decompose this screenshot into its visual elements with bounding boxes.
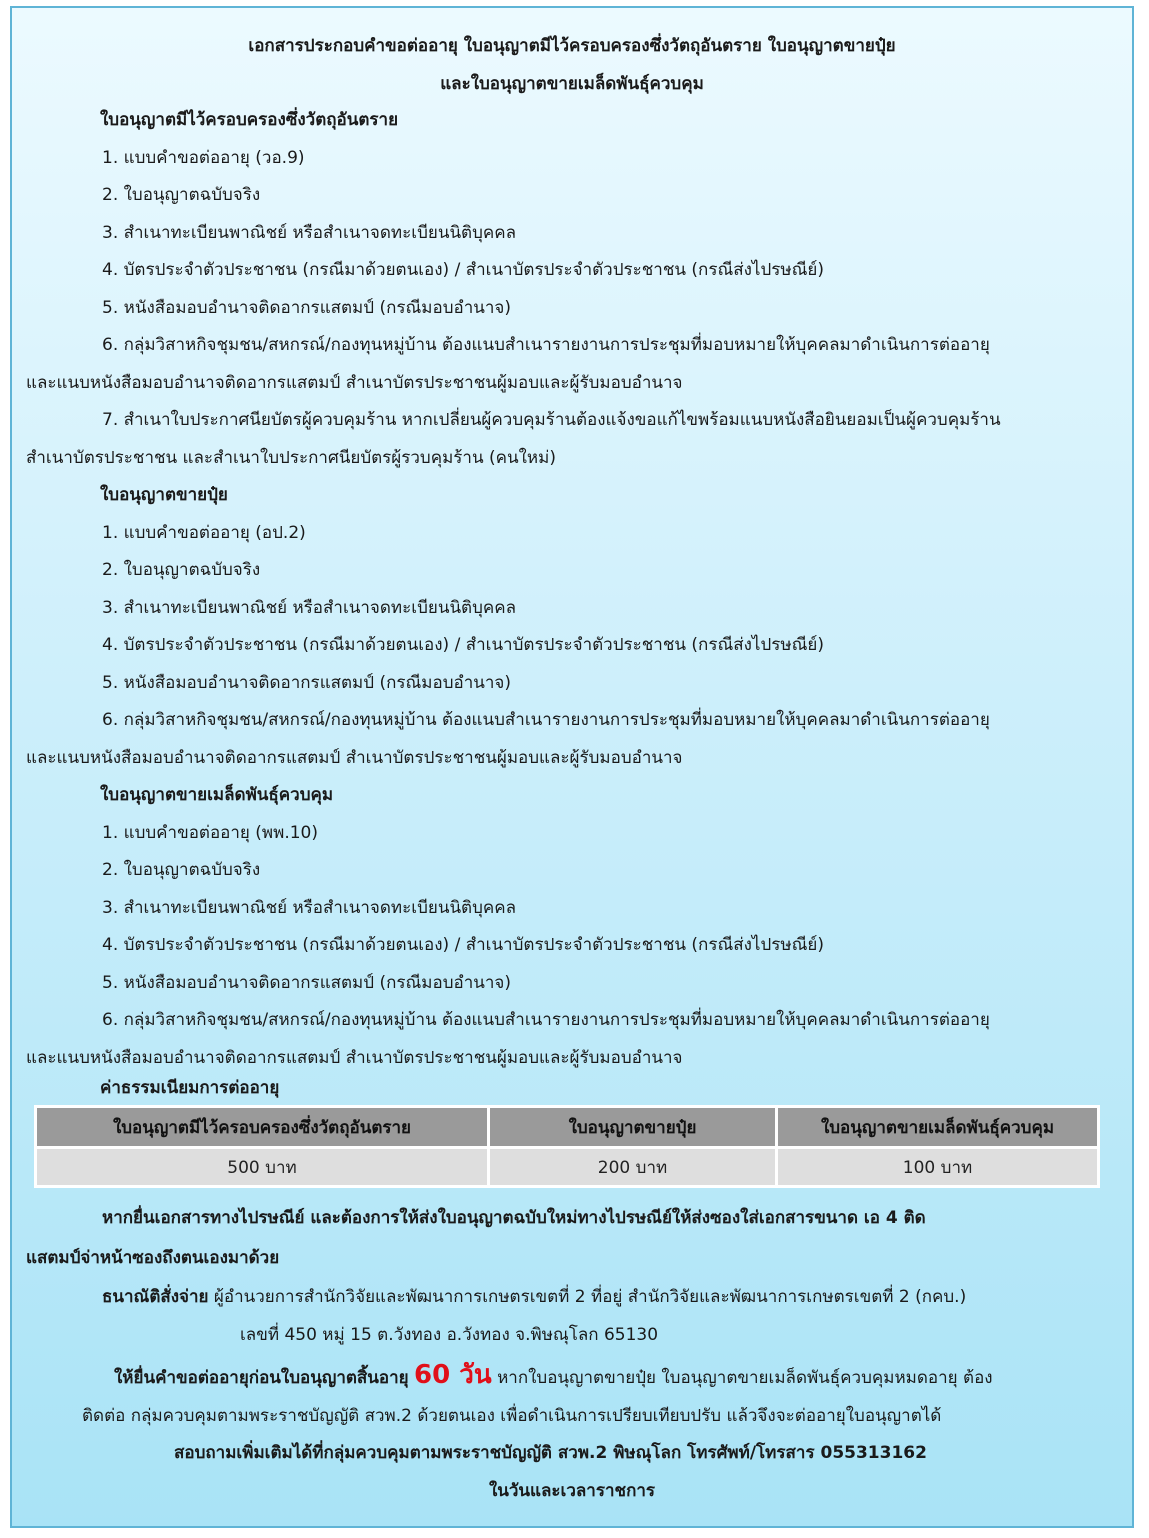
contact-line2: ในวันและเวลาราชการ xyxy=(488,1481,656,1501)
document-title-line1: เอกสารประกอบคำขอต่ออายุ ใบอนุญาตมีไว้ครอบครองซึ่งวัตถุอันตราย ใบอนุญาตขายปุ๋ย xyxy=(248,36,896,56)
fees-heading: ค่าธรรมเนียมการต่ออายุ xyxy=(100,1078,280,1098)
list-item: 2. ใบอนุญาตฉบับจริง xyxy=(102,560,261,580)
list-item: 3. สำเนาทะเบียนพาณิชย์ หรือสำเนาจดทะเบียนนิติบุคคล xyxy=(102,898,517,918)
section-heading-hazardous: ใบอนุญาตมีไว้ครอบครองซึ่งวัตถุอันตราย xyxy=(100,110,399,130)
postal-instruction-line1: หากยื่นเอกสารทางไปรษณีย์ และต้องการให้ส่งใบอนุญาตฉบับใหม่ทางไปรษณีย์ให้ส่งซองใส่เอกสารขนาด เอ 4 ติด xyxy=(102,1208,926,1228)
list-item-continuation: และแนบหนังสือมอบอำนาจติดอากรแสตมป์ สำเนาบัตรประชาชนผู้มอบและผู้รับมอบอำนาจ xyxy=(26,373,683,393)
money-order-address: เลขที่ 450 หมู่ 15 ต.วังทอง อ.วังทอง จ.พิษณุโลก 65130 xyxy=(240,1325,659,1345)
money-order-line xyxy=(102,1285,966,1309)
list-item-continuation: และแนบหนังสือมอบอำนาจติดอากรแสตมป์ สำเนาบัตรประชาชนผู้มอบและผู้รับมอบอำนาจ xyxy=(26,748,683,768)
fees-table xyxy=(34,1105,1100,1188)
fees-table-value-row xyxy=(36,1148,1099,1187)
list-item-continuation: และแนบหนังสือมอบอำนาจติดอากรแสตมป์ สำเนาบัตรประชาชนผู้มอบและผู้รับมอบอำนาจ xyxy=(26,1048,683,1068)
deadline-line2: ติดต่อ กลุ่มควบคุมตามพระราชบัญญัติ สวพ.2 ด้วยตนเอง เพื่อดำเนินการเปรียบเทียบปรับ แล้วจึงจะต่ออายุใบอนุญาตได้ xyxy=(82,1406,942,1426)
list-item: 6. กลุ่มวิสาหกิจชุมชน/สหกรณ์/กองทุนหมู่บ้าน ต้องแนบสำเนารายงานการประชุมที่มอบหมายให้บุคคลมาดำเนินการต่ออายุ xyxy=(102,710,990,730)
list-item: 3. สำเนาทะเบียนพาณิชย์ หรือสำเนาจดทะเบียนนิติบุคคล xyxy=(102,223,517,243)
money-order-label: ธนาณัติสั่งจ่าย xyxy=(102,1287,209,1307)
list-item: 3. สำเนาทะเบียนพาณิชย์ หรือสำเนาจดทะเบียนนิติบุคคล xyxy=(102,598,517,618)
fees-header-fertilizer: ใบอนุญาตขายปุ๋ย xyxy=(489,1107,777,1148)
fees-header-hazardous: ใบอนุญาตมีไว้ครอบครองซึ่งวัตถุอันตราย xyxy=(36,1107,489,1148)
fees-table-header-row xyxy=(36,1107,1099,1148)
list-item: 4. บัตรประจำตัวประชาชน (กรณีมาด้วยตนเอง) / สำเนาบัตรประจำตัวประชาชน (กรณีส่งไปรษณีย์) xyxy=(102,935,824,955)
list-item: 1. แบบคำขอต่ออายุ (อป.2) xyxy=(102,523,306,543)
list-item: 4. บัตรประจำตัวประชาชน (กรณีมาด้วยตนเอง) / สำเนาบัตรประจำตัวประชาชน (กรณีส่งไปรษณีย์) xyxy=(102,260,824,280)
list-item: 7. สำเนาใบประกาศนียบัตรผู้ควบคุมร้าน หากเปลี่ยนผู้ควบคุมร้านต้องแจ้งขอแก้ไขพร้อมแนบหนังสือยินยอมเป็นผู้ควบคุมร้าน xyxy=(102,410,1001,430)
list-item: 2. ใบอนุญาตฉบับจริง xyxy=(102,860,261,880)
contact-line1: สอบถามเพิ่มเติมได้ที่กลุ่มควบคุมตามพระราชบัญญัติ สวพ.2 พิษณุโลก โทรศัพท์/โทรสาร 055313162 xyxy=(174,1443,927,1463)
list-item: 6. กลุ่มวิสาหกิจชุมชน/สหกรณ์/กองทุนหมู่บ้าน ต้องแนบสำเนารายงานการประชุมที่มอบหมายให้บุคคลมาดำเนินการต่ออายุ xyxy=(102,1010,990,1030)
fee-fertilizer: 200 บาท xyxy=(489,1148,777,1187)
list-item: 5. หนังสือมอบอำนาจติดอากรแสตมป์ (กรณีมอบอำนาจ) xyxy=(102,673,512,693)
list-item: 2. ใบอนุญาตฉบับจริง xyxy=(102,185,261,205)
section-heading-seed: ใบอนุญาตขายเมล็ดพันธุ์ควบคุม xyxy=(100,785,334,805)
list-item: 6. กลุ่มวิสาหกิจชุมชน/สหกรณ์/กองทุนหมู่บ้าน ต้องแนบสำเนารายงานการประชุมที่มอบหมายให้บุคคลมาดำเนินการต่ออายุ xyxy=(102,335,990,355)
postal-instruction-line2: แสตมป์จ่าหน้าซองถึงตนเองมาด้วย xyxy=(26,1248,280,1268)
money-order-payee: ผู้อำนวยการสำนักวิจัยและพัฒนาการเกษตรเขตที่ 2 ที่อยู่ สำนักวิจัยและพัฒนาการเกษตรเขตที่ 2 (กคบ.) xyxy=(213,1287,967,1307)
list-item-continuation: สำเนาบัตรประชาชน และสำเนาใบประกาศนียบัตรผู้รวบคุมร้าน (คนใหม่) xyxy=(26,448,556,468)
document-page xyxy=(10,6,1134,1528)
deadline-line1 xyxy=(114,1360,993,1393)
list-item: 5. หนังสือมอบอำนาจติดอากรแสตมป์ (กรณีมอบอำนาจ) xyxy=(102,973,512,993)
list-item: 1. แบบคำขอต่ออายุ (วอ.9) xyxy=(102,148,305,168)
deadline-bold-text: ให้ยื่นคำขอต่ออายุก่อนใบอนุญาตสิ้นอายุ xyxy=(114,1368,409,1388)
document-title-line2: และใบอนุญาตขายเมล็ดพันธุ์ควบคุม xyxy=(440,74,704,94)
fee-hazardous: 500 บาท xyxy=(36,1148,489,1187)
deadline-rest-text: หากใบอนุญาตขายปุ๋ย ใบอนุญาตขายเมล็ดพันธุ์ควบคุมหมดอายุ ต้อง xyxy=(497,1368,993,1388)
fees-header-seed: ใบอนุญาตขายเมล็ดพันธุ์ควบคุม xyxy=(777,1107,1099,1148)
list-item: 5. หนังสือมอบอำนาจติดอากรแสตมป์ (กรณีมอบอำนาจ) xyxy=(102,298,512,318)
deadline-days: 60 วัน xyxy=(414,1360,492,1390)
section-heading-fertilizer: ใบอนุญาตขายปุ๋ย xyxy=(100,485,228,505)
list-item: 1. แบบคำขอต่ออายุ (พพ.10) xyxy=(102,823,318,843)
list-item: 4. บัตรประจำตัวประชาชน (กรณีมาด้วยตนเอง) / สำเนาบัตรประจำตัวประชาชน (กรณีส่งไปรษณีย์) xyxy=(102,635,824,655)
fee-seed: 100 บาท xyxy=(777,1148,1099,1187)
